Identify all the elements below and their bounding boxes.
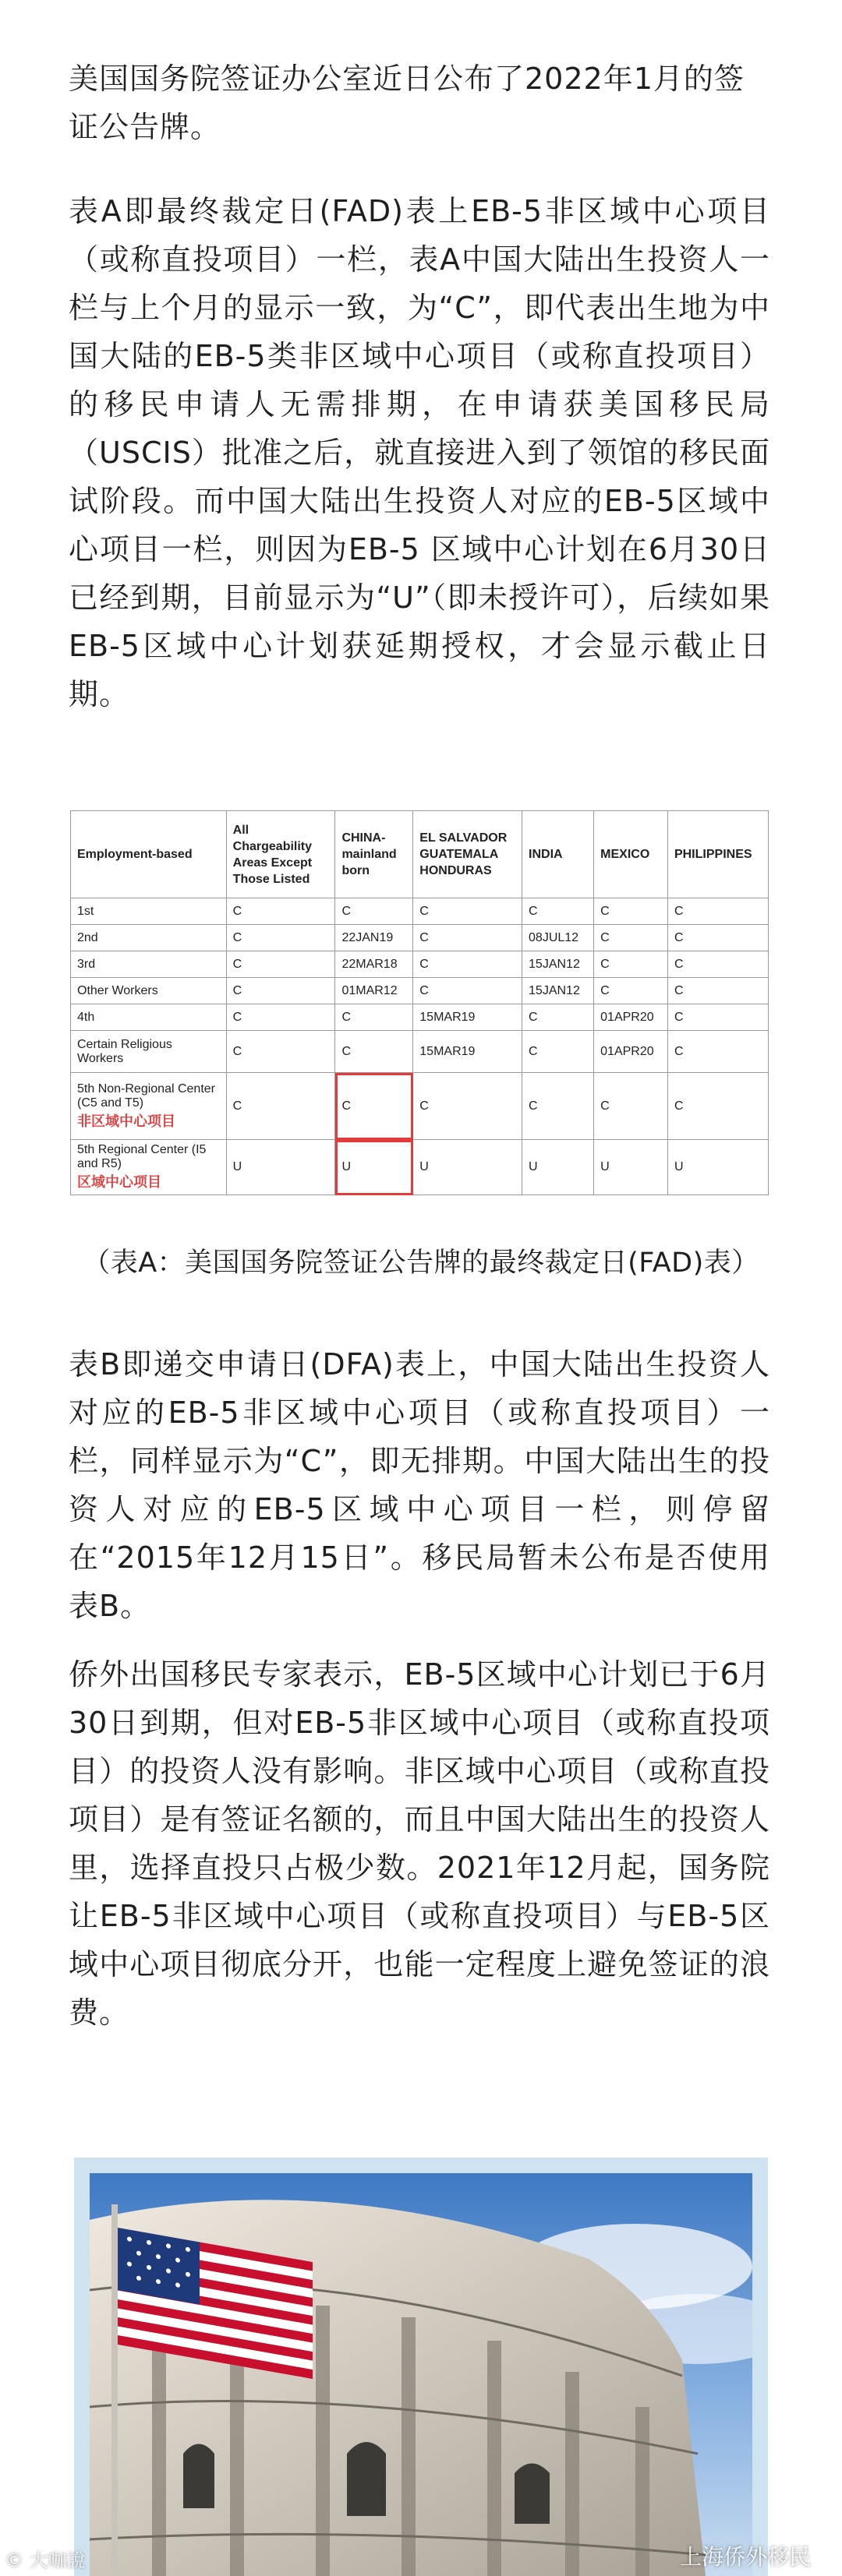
row-label: Other Workers [71, 978, 227, 1004]
table-cell: 01MAR12 [335, 978, 413, 1004]
table-cell: C [667, 925, 768, 951]
highlighted-cell: U [335, 1140, 413, 1195]
header-cell: Employment-based [71, 811, 227, 898]
table-cell: U [594, 1140, 668, 1195]
expert-paragraph: 侨外出国移民专家表示，EB-5区域中心计划已于6月30日到期，但对EB-5非区域中心项目（或称直投项目）的投资人没有影响。非区域中心项目（或称直投项目）是有签证名额的，而且中国大陆出生的投资人里，选择直投只占极少数。2021年12月起，国务院让EB-5非区域中心项目（或称直投项目）与EB-5区域中心项目彻底分开，也能一定程度上避免签证的浪费。 [69, 1657, 770, 2030]
annotation-note: 非区域中心项目 [77, 1113, 175, 1129]
header-cell: CHINA-mainland born [335, 811, 413, 898]
fad-explanation-paragraph: 表A即最终裁定日(FAD)表上EB-5非区域中心项目（或称直投项目）一栏，表A中国大陆出生投资人一栏与上个月的显示一致，为“C”，即代表出生地为中国大陆的EB-5类非区域中心项目（或称直投项目）的移民申请人无需排期，在申请获美国移民局（USCIS）批准之后，就直接进入到了领馆的移民面试阶段。而中国大陆出生投资人对应的EB-5区域中心项目一栏，则因为EB-5 区域中心计划在6月30日已经到期，目前显示为“U”（即未授许可），后续如果EB-5区域中心计划获延期授权，才会显示截止日期。 [69, 194, 770, 711]
row-label-cell [71, 1073, 227, 1140]
table-cell: C [667, 1004, 768, 1031]
table-cell: 22MAR18 [335, 951, 413, 978]
header-cell: MEXICO [594, 811, 668, 898]
table-cell: C [667, 898, 768, 925]
table-row [71, 951, 769, 978]
table-row [71, 898, 769, 925]
table-cell: C [226, 951, 335, 978]
table-cell: C [335, 1004, 413, 1031]
intro-paragraph: 美国国务院签证办公室近日公布了2022年1月的签证公告牌。 [69, 62, 745, 144]
capitol-photo [74, 2158, 768, 2576]
table-cell: C [413, 925, 522, 951]
table-header-row [71, 811, 769, 898]
table-cell: C [667, 951, 768, 978]
watermark-right: 上海侨外移民 [679, 2544, 811, 2570]
table-cell: C [594, 951, 668, 978]
row-label: 1st [71, 898, 227, 925]
table-row [71, 1004, 769, 1031]
table-cell: 15MAR19 [413, 1031, 522, 1073]
highlighted-cell: C [335, 1073, 413, 1140]
table-cell: C [226, 925, 335, 951]
header-cell: PHILIPPINES [667, 811, 768, 898]
table-cell: C [522, 1004, 594, 1031]
table-cell: C [226, 1073, 335, 1140]
table-cell: C [226, 978, 335, 1004]
table-cell: C [667, 1031, 768, 1073]
table-cell: C [522, 1031, 594, 1073]
row-label: Certain Religious Workers [71, 1031, 227, 1073]
table-cell: 01APR20 [594, 1004, 668, 1031]
table-cell: 15JAN12 [522, 978, 594, 1004]
fad-table [70, 810, 769, 1195]
table-cell: C [413, 898, 522, 925]
row-label: 2nd [71, 925, 227, 951]
header-cell: EL SALVADOR GUATEMALA HONDURAS [413, 811, 522, 898]
capitol-flag-illustration [90, 2173, 752, 2576]
table-caption: （表A：美国国务院签证公告牌的最终裁定日(FAD)表） [83, 1247, 759, 1279]
table-cell: C [226, 1004, 335, 1031]
fad-table-image [70, 810, 769, 1195]
annotation-note: 区域中心项目 [77, 1174, 161, 1190]
table-cell: 22JAN19 [335, 925, 413, 951]
table-cell: 08JUL12 [522, 925, 594, 951]
row-label: 5th Non-Regional Center (C5 and T5) [77, 1082, 215, 1110]
table-cell: 15MAR19 [413, 1004, 522, 1031]
row-label: 5th Regional Center (I5 and R5) [77, 1143, 207, 1170]
table-cell: C [594, 978, 668, 1004]
table-cell: C [594, 1073, 668, 1140]
table-cell: U [667, 1140, 768, 1195]
table-row [71, 925, 769, 951]
table-row-regional [71, 1140, 769, 1195]
table-cell: C [413, 951, 522, 978]
table-cell: U [522, 1140, 594, 1195]
table-row-non-regional [71, 1073, 769, 1140]
watermark-left: © 大咖說 [5, 2550, 86, 2571]
header-cell: All Chargeability Areas Except Those Listed [226, 811, 335, 898]
row-label: 3rd [71, 951, 227, 978]
table-cell: C [667, 1073, 768, 1140]
table-cell: C [226, 898, 335, 925]
table-cell: C [522, 1073, 594, 1140]
table-cell: C [667, 978, 768, 1004]
table-cell: C [413, 1073, 522, 1140]
table-cell: 15JAN12 [522, 951, 594, 978]
table-row [71, 1031, 769, 1073]
table-cell: C [226, 1031, 335, 1073]
table-cell: C [522, 898, 594, 925]
table-cell: C [335, 1031, 413, 1073]
table-cell: C [335, 898, 413, 925]
table-cell: U [226, 1140, 335, 1195]
table-cell: U [413, 1140, 522, 1195]
table-row [71, 978, 769, 1004]
dfa-paragraph: 表B即递交申请日(DFA)表上，中国大陆出生投资人对应的EB-5非区域中心项目（或称直投项目）一栏，同样显示为“C”，即无排期。中国大陆出生的投资人对应的EB-5区域中心项目一栏，则停留在“2015年12月15日”。移民局暂未公布是否使用表B。 [69, 1347, 770, 1623]
row-label: 4th [71, 1004, 227, 1031]
table-cell: 01APR20 [594, 1031, 668, 1073]
header-cell: INDIA [522, 811, 594, 898]
table-cell: C [413, 978, 522, 1004]
table-cell: C [594, 925, 668, 951]
row-label-cell [71, 1140, 227, 1195]
table-cell: C [594, 898, 668, 925]
